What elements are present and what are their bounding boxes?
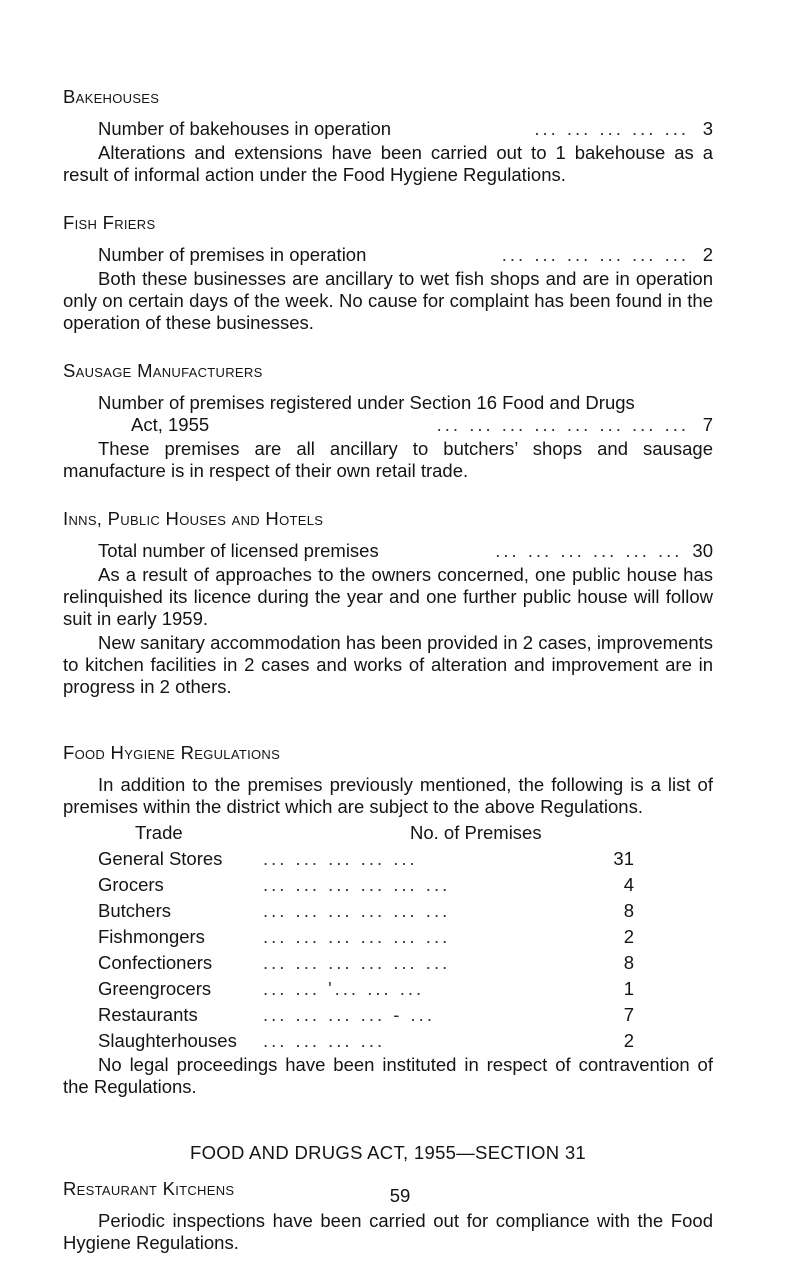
count-row [63,244,713,266]
premises-count: 2 [623,1030,634,1051]
leader-dots: ... ... '... ... ... [263,978,425,999]
leader-dots: ... ... ... ... ... ... [263,900,451,921]
table-row [98,896,638,922]
table-row [98,844,638,870]
leader-dots: ... ... ... ... ... [534,118,689,139]
trade-name: General Stores [98,848,223,869]
leader-dots: ... ... ... ... ... ... [263,952,451,973]
premises-count: 1 [623,978,634,999]
row-value: 2 [702,244,713,265]
column-header-trade: Trade [135,822,183,843]
paragraph: These premises are all ancillary to butchers’ shops and sausage manufacture is in respect of their own retail trade. [63,438,713,481]
closing-paragraph: No legal proceedings have been instituted in respect of contravention of the Regulations. [63,1054,713,1097]
row-value: 3 [702,118,713,139]
section-heading: Sausage Manufacturers [63,360,263,381]
document-page [63,86,713,1280]
count-row [63,540,713,562]
paragraph: As a result of approaches to the owners concerned, one public house has relinquished its licence during the year and one further public house will follow suit in early 1959. [63,564,713,629]
trade-name: Restaurants [98,1004,198,1025]
section-food-hygiene [63,742,713,1098]
row-label: Number of premises in operation [98,244,367,265]
trade-name: Greengrocers [98,978,212,999]
table-row [98,948,638,974]
table-row [98,1026,638,1052]
paragraph: Both these businesses are ancillary to wet fish shops and are in operation only on certain days of the week. No cause for complaint has been found in the operation of these businesses. [63,268,713,333]
premises-count: 4 [623,874,634,895]
section-heading: Restaurant Kitchens [63,1178,235,1199]
column-header-premises: No. of Premises [410,822,542,843]
paragraph: Periodic inspections have been carried out for compliance with the Food Hygiene Regulations. [63,1210,713,1253]
leader-dots: ... ... ... ... - ... [263,1004,435,1025]
count-row [63,118,713,140]
row-value: 30 [692,540,713,561]
row-value: 7 [702,414,713,435]
table-row [98,974,638,1000]
premises-count: 8 [623,952,634,973]
section-fish-friers [63,212,713,334]
paragraph: Alterations and extensions have been carried out to 1 bakehouse as a result of informal action under the Food Hygiene Regulations. [63,142,713,185]
count-row [63,414,713,436]
leader-dots: ... ... ... ... ... ... [263,926,451,947]
paragraph: In addition to the premises previously mentioned, the following is a list of premises within the district which are subject to the above Regulations. [63,774,713,817]
section-sausage-manufacturers [63,360,713,482]
table-row [98,1000,638,1026]
table-row [98,922,638,948]
section-heading: Inns, Public Houses and Hotels [63,508,324,529]
paragraph: New sanitary accommodation has been provided in 2 cases, improvements to kitchen facilities in 2 cases and works of alteration and improvement are in progress in 2 others. [63,632,713,697]
leader-dots: ... ... ... ... [263,1030,386,1051]
premises-count: 8 [623,900,634,921]
trade-name: Slaughterhouses [98,1030,237,1051]
leader-dots: ... ... ... ... ... ... [501,244,689,265]
section-heading: Food Hygiene Regulations [63,742,281,763]
row-label: Number of bakehouses in operation [98,118,392,139]
premises-count: 7 [623,1004,634,1025]
section-bakehouses [63,86,713,186]
trade-name: Fishmongers [98,926,205,947]
premises-table [98,844,638,1052]
leader-dots: ... ... ... ... ... ... ... ... [436,414,689,435]
trade-name: Confectioners [98,952,213,973]
centered-title: FOOD AND DRUGS ACT, 1955—SECTION 31 [189,1142,587,1163]
leader-dots: ... ... ... ... ... [263,848,418,869]
trade-name: Butchers [98,900,172,921]
row-label: Number of premises registered under Section 16 Food and Drugs [98,392,635,413]
table-header [63,822,710,844]
count-row-label-line [63,392,713,414]
premises-count: 2 [623,926,634,947]
page-number: 59 [389,1185,411,1206]
leader-dots: ... ... ... ... ... ... [263,874,451,895]
section-heading: Fish Friers [63,212,156,233]
row-label: Total number of licensed premises [98,540,379,561]
table-row [98,870,638,896]
row-label-continued: Act, 1955 [131,414,210,435]
section-inns [63,508,713,698]
trade-name: Grocers [98,874,164,895]
leader-dots: ... ... ... ... ... ... [495,540,683,561]
section-heading: Bakehouses [63,86,160,107]
premises-count: 31 [613,848,634,869]
